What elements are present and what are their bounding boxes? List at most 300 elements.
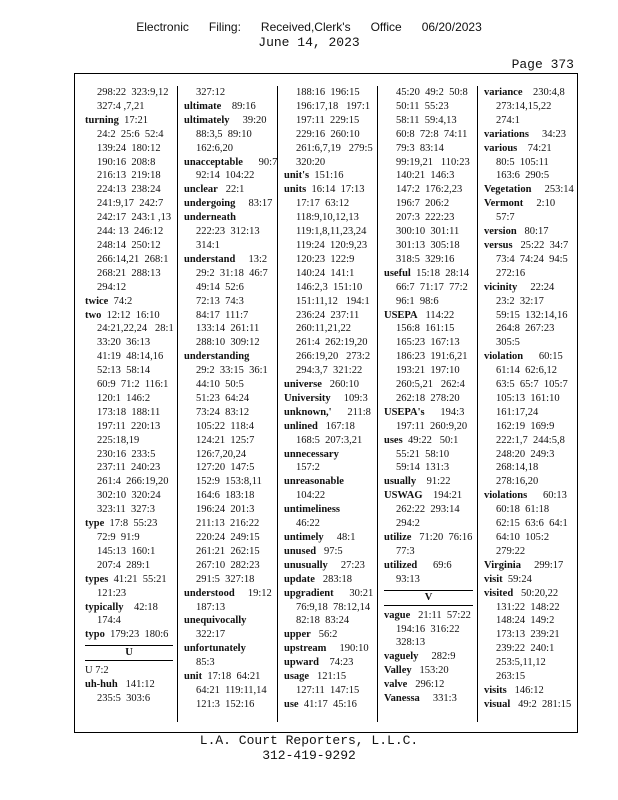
index-entry	[284, 642, 377, 656]
page-line-refs: 194:21	[422, 490, 463, 502]
index-continuation	[484, 322, 577, 336]
index-continuation	[184, 378, 277, 392]
page-line-refs: 71:20 76:16	[411, 532, 473, 543]
page-line-refs: 74:23	[319, 657, 354, 669]
page-line-refs: 299:17	[520, 559, 564, 571]
index-continuation	[284, 253, 377, 267]
page-line-refs: 59:14 131:3	[396, 462, 450, 474]
page-line-refs: 305:5	[496, 337, 520, 349]
page-line-refs: 79:3 83:14	[396, 142, 444, 154]
index-term: version	[484, 226, 517, 238]
index-continuation	[184, 169, 277, 183]
page-line-refs: 34:23	[528, 128, 566, 140]
index-continuation	[85, 86, 177, 100]
page-line-refs: 230:16 233:5	[97, 448, 156, 460]
index-term: uses	[384, 434, 403, 446]
index-entry	[484, 197, 577, 211]
page-line-refs: 17:18 64:21	[202, 671, 261, 683]
index-continuation	[384, 169, 477, 183]
index-continuation	[484, 378, 577, 392]
index-entry	[184, 642, 277, 656]
page-line-refs: 60:15	[523, 351, 563, 363]
page-line-refs: 42:18	[123, 601, 158, 613]
page-line-refs: 186:23 191:6,21	[396, 351, 468, 363]
index-continuation	[384, 322, 477, 336]
index-continuation	[484, 336, 577, 350]
index-term: vaguely	[384, 651, 419, 663]
index-continuation	[484, 517, 577, 531]
page-line-refs: 64:21 119:11,14	[196, 684, 267, 696]
index-continuation	[85, 239, 177, 253]
page-line-refs: 194:16 316:22	[396, 623, 460, 635]
page-line-refs: 260:5,21 262:4	[396, 379, 465, 391]
page-line-refs: 61:14 62:6,12	[496, 365, 557, 377]
index-continuation	[85, 420, 177, 434]
index-term: undergoing	[184, 198, 236, 210]
page-line-refs: 146:12	[506, 684, 544, 696]
page-line-refs: 97:5	[316, 545, 343, 557]
page-line-refs: 225:18,19	[97, 434, 140, 446]
index-term: USEPA's	[384, 406, 425, 418]
index-continuation	[384, 378, 477, 392]
page-line-refs: 197:11 229:15	[296, 114, 360, 126]
index-continuation	[384, 573, 477, 587]
index-continuation	[85, 587, 177, 601]
page-line-refs: 207:4 289:1	[97, 559, 151, 571]
index-continuation	[384, 517, 477, 531]
index-column-2	[177, 86, 277, 722]
index-continuation	[384, 128, 477, 142]
index-entry	[384, 559, 477, 573]
page-line-refs: 162:19 169:9	[496, 420, 555, 432]
index-entry	[484, 86, 577, 100]
index-continuation	[484, 531, 577, 545]
index-entry	[284, 183, 377, 197]
page-line-refs: 161:17,24	[496, 406, 539, 418]
index-term: underneath	[184, 212, 236, 224]
index-continuation	[484, 434, 577, 448]
index-continuation	[384, 225, 477, 239]
page-line-refs: 327:4 ,7,21	[97, 100, 145, 112]
page-line-refs: 141:12	[117, 679, 155, 691]
page-line-refs: 84:17 111:7	[196, 309, 249, 321]
index-continuation	[284, 601, 377, 615]
index-term: untimeliness	[284, 504, 341, 516]
index-entry	[284, 698, 377, 712]
page-line-refs: 291:5 327:18	[196, 573, 255, 585]
page-line-refs: 260:10	[321, 379, 359, 391]
index-continuation	[184, 601, 277, 615]
index-continuation	[384, 364, 477, 378]
index-entry	[284, 420, 377, 434]
footer-company: L.A. Court Reporters, L.L.C.	[199, 733, 419, 748]
page-line-refs: 46:22	[296, 518, 320, 530]
index-entry	[284, 169, 377, 183]
index-continuation	[85, 128, 177, 142]
index-continuation	[484, 295, 577, 309]
page-line-refs: 89:16	[221, 100, 256, 112]
filing-received: Received,Clerk's	[260, 20, 351, 34]
index-continuation	[85, 692, 177, 706]
filing-office: Office	[370, 20, 402, 34]
page-line-refs: 163:6 290:5	[496, 170, 550, 182]
index-term: understood	[184, 587, 235, 599]
index-continuation	[284, 239, 377, 253]
index-column-4	[377, 86, 477, 722]
page-line-refs: 145:13 160:1	[97, 545, 156, 557]
index-continuation	[184, 322, 277, 336]
page-line-refs: 253:14	[531, 184, 574, 196]
index-term: types	[85, 573, 109, 585]
index-term: ultimately	[184, 114, 230, 126]
index-continuation	[384, 295, 477, 309]
index-continuation	[284, 225, 377, 239]
index-term: unacceptable	[184, 156, 243, 168]
index-entry	[184, 183, 277, 197]
page-line-refs: 58:11 59:4,13	[396, 114, 457, 126]
page-line-refs: 323:11 327:3	[97, 504, 155, 516]
page-line-refs: 91:22	[416, 476, 451, 488]
index-term: twice	[85, 295, 109, 307]
page-line-refs: 41:19 48:14,16	[97, 351, 164, 363]
index-continuation	[384, 636, 477, 650]
index-continuation	[484, 545, 577, 559]
page-line-refs: 121:15	[309, 671, 347, 683]
page-line-refs: 237:11 240:23	[97, 462, 161, 474]
page-line-refs: 39:20	[229, 114, 267, 126]
page-line-refs: 331:3	[419, 693, 457, 705]
page-line-refs: 120:23 122:9	[296, 253, 355, 265]
page-line-refs: 279:22	[496, 545, 526, 557]
page-line-refs: 57:7	[496, 212, 515, 224]
filing-electronic: Electronic	[136, 20, 189, 34]
page-line-refs: 56:2	[310, 629, 338, 641]
index-continuation	[85, 664, 177, 678]
index-continuation	[85, 336, 177, 350]
index-entry	[184, 587, 277, 601]
page-line-refs: 222:1,7 244:5,8	[496, 434, 565, 446]
index-continuation	[284, 461, 377, 475]
index-term: unequivocally	[184, 615, 247, 627]
index-continuation	[85, 183, 177, 197]
index-continuation	[384, 156, 477, 170]
index-continuation	[184, 531, 277, 545]
index-continuation	[85, 100, 177, 114]
page-line-refs: 88:3,5 89:10	[196, 128, 252, 140]
page-line-refs: 230:4,8	[522, 87, 565, 98]
index-continuation	[184, 309, 277, 323]
index-continuation	[484, 211, 577, 225]
page-line-refs: 118:9,10,12,13	[296, 212, 359, 224]
index-continuation	[184, 295, 277, 309]
page-line-refs: 72:9 91:9	[97, 532, 140, 543]
page-line-refs: 41:17 45:16	[298, 698, 357, 710]
page-line-refs: 229:16 260:10	[296, 128, 360, 140]
page-line-refs: 50:11 55:23	[396, 100, 449, 112]
section-letter: U	[85, 645, 173, 661]
page-line-refs: 261:4 266:19,20	[97, 476, 169, 488]
page-line-refs: 168:5 207:3,21	[296, 434, 363, 446]
page-line-refs: 80:17	[516, 226, 549, 238]
page-line-refs: 152:9 153:8,11	[196, 476, 262, 488]
page-line-refs: 131:22 148:22	[496, 601, 560, 613]
page-line-refs: 76:9,18 78:12,14	[296, 601, 371, 613]
index-entry	[184, 253, 277, 267]
filing-label: Filing:	[208, 20, 241, 34]
index-term: Virginia	[484, 559, 521, 571]
index-continuation	[85, 169, 177, 183]
index-term: understand	[184, 253, 236, 265]
page-line-refs: 124:21 125:7	[196, 434, 255, 446]
index-term: unusually	[284, 559, 328, 571]
filing-date: 06/20/2023	[421, 20, 482, 34]
index-entry	[484, 698, 577, 712]
page-line-refs: 60:9 71:2 116:1	[97, 379, 169, 391]
index-term: vague	[384, 609, 411, 621]
page-line-refs: 318:5 329:16	[396, 253, 455, 265]
index-continuation	[85, 406, 177, 420]
index-continuation	[184, 461, 277, 475]
index-continuation	[85, 614, 177, 628]
page-line-refs: 77:3	[396, 545, 415, 557]
index-continuation	[184, 434, 277, 448]
page-line-refs: 253:5,11,12	[496, 657, 546, 669]
index-continuation	[484, 156, 577, 170]
page-line-refs: 105:13 161:10	[496, 392, 560, 404]
index-entry	[484, 559, 577, 573]
index-term: Valley	[384, 665, 412, 677]
index-entry	[184, 350, 277, 364]
index-continuation	[484, 642, 577, 656]
index-term: use	[284, 698, 299, 710]
index-continuation	[184, 336, 277, 350]
page-line-refs: 272:16	[496, 267, 526, 279]
index-continuation	[184, 128, 277, 142]
index-term: Vermont	[484, 198, 524, 210]
index-term: violation	[484, 351, 524, 363]
index-continuation	[184, 573, 277, 587]
index-continuation	[284, 309, 377, 323]
page-line-refs: 51:23 64:24	[196, 392, 250, 404]
index-entry	[184, 114, 277, 128]
page-line-refs: 119:24 120:9,23	[296, 239, 368, 251]
page-line-refs: 222:23 312:13	[196, 226, 260, 238]
page-line-refs: 29:2 31:18 46:7	[196, 267, 268, 279]
index-entry	[85, 309, 177, 323]
page-line-refs: 261:6,7,19 279:5	[296, 142, 373, 154]
index-term: typo	[85, 629, 105, 641]
index-continuation	[484, 267, 577, 281]
page-line-refs: 93:13	[396, 573, 420, 585]
page-line-refs: 148:24 149:2	[496, 615, 555, 627]
index-continuation	[184, 517, 277, 531]
index-term: useful	[384, 267, 411, 279]
index-continuation	[85, 448, 177, 462]
index-entry	[384, 678, 477, 692]
page-line-refs: 153:20	[411, 665, 449, 677]
page-line-refs: 49:14 52:6	[196, 281, 244, 293]
page-line-refs: 267:10 282:23	[196, 559, 260, 571]
page-line-refs: 197:11 220:13	[97, 420, 161, 432]
page-line-refs: 194:3	[424, 406, 465, 418]
index-term: visit	[484, 573, 503, 585]
index-term: understanding	[184, 351, 250, 363]
index-term: unit's	[284, 170, 310, 182]
index-continuation	[384, 197, 477, 211]
page-line-refs: 49:22 50:1	[402, 434, 459, 446]
page-line-refs: 187:13	[196, 601, 226, 613]
page-line-refs: 72:13 74:3	[196, 295, 244, 307]
index-term: unit	[184, 671, 203, 683]
index-entry	[85, 295, 177, 309]
index-entry	[284, 656, 377, 670]
page-line-refs: 151:16	[309, 170, 344, 182]
index-entry	[184, 614, 277, 628]
index-entry	[384, 475, 477, 489]
page-line-refs: 96:1 98:6	[396, 295, 439, 307]
index-continuation	[184, 142, 277, 156]
index-continuation	[384, 392, 477, 406]
page-line-refs: 220:24 249:15	[196, 532, 260, 543]
page-line-refs: 52:13 58:14	[97, 365, 151, 377]
page-line-refs: 59:15 132:14,16	[496, 309, 568, 321]
page-line-refs: 239:22 240:1	[496, 643, 555, 655]
page-line-refs: 2:10	[523, 198, 556, 210]
index-continuation	[85, 211, 177, 225]
page-line-refs: 105:22 118:4	[196, 420, 254, 432]
index-continuation	[184, 364, 277, 378]
page-line-refs: 109:3	[330, 392, 368, 404]
index-continuation	[284, 517, 377, 531]
index-continuation	[85, 378, 177, 392]
index-entry	[184, 670, 277, 684]
page-line-refs: 126:7,20,24	[196, 448, 247, 460]
index-continuation	[85, 156, 177, 170]
index-continuation	[484, 114, 577, 128]
page-line-refs: 99:19,21 110:23	[396, 156, 470, 168]
page-line-refs: 59:24	[502, 573, 532, 585]
index-column-3	[277, 86, 377, 722]
index-entry	[184, 211, 277, 225]
index-entry	[284, 406, 377, 420]
page-line-refs: 62:15 63:6 64:1	[496, 518, 568, 530]
index-continuation	[384, 623, 477, 637]
index-term: various	[484, 142, 518, 154]
index-continuation	[384, 211, 477, 225]
page-line-refs: 25:22 34:7	[512, 239, 569, 251]
page-line-refs: 179:23 180:6	[104, 629, 169, 641]
index-continuation	[484, 420, 577, 434]
page-line-refs: 140:24 141:1	[296, 267, 355, 279]
index-continuation	[284, 434, 377, 448]
index-term: uh-huh	[85, 679, 118, 691]
index-entry	[85, 114, 177, 128]
index-continuation	[484, 628, 577, 642]
index-continuation	[85, 503, 177, 517]
index-continuation	[85, 461, 177, 475]
index-term: violations	[484, 490, 528, 502]
index-entry	[85, 573, 177, 587]
index-continuation	[85, 142, 177, 156]
page-line-refs: 261:21 262:15	[196, 545, 260, 557]
index-entry	[284, 628, 377, 642]
page-line-refs: 63:5 65:7 105:7	[496, 379, 568, 391]
index-continuation	[184, 86, 277, 100]
index-entry	[384, 309, 477, 323]
page-line-refs: 120:1 146:2	[97, 392, 151, 404]
index-continuation	[184, 406, 277, 420]
page-line-refs: 44:10 50:5	[196, 379, 244, 391]
page-line-refs: 60:18 61:18	[496, 504, 550, 516]
index-continuation	[284, 86, 377, 100]
page-line-refs: 278:16,20	[496, 476, 539, 488]
page-line-refs: 22:24	[517, 281, 555, 293]
index-continuation	[384, 336, 477, 350]
page-line-refs: 236:24 237:11	[296, 309, 360, 321]
page-line-refs: 301:13 305:18	[396, 239, 460, 251]
index-entry	[484, 350, 577, 364]
page-line-refs: 196:17,18 197:1	[296, 100, 371, 112]
index-continuation	[284, 322, 377, 336]
page-line-refs: 174:4	[97, 615, 121, 627]
index-entry	[384, 267, 477, 281]
page-line-refs: 21:11 57:22	[410, 609, 471, 621]
page-line-refs: 24:21,22,24 28:1	[97, 323, 174, 335]
index-term: type	[85, 518, 105, 530]
index-continuation	[284, 350, 377, 364]
page-line-refs: 188:16 196:15	[296, 87, 360, 98]
index-entry	[184, 197, 277, 211]
index-continuation	[85, 253, 177, 267]
page-line-refs: 17:8 55:23	[104, 518, 158, 530]
index-continuation	[284, 211, 377, 225]
page-line-refs: 12:12 16:10	[101, 309, 160, 321]
index-continuation	[484, 656, 577, 670]
index-continuation	[484, 100, 577, 114]
index-continuation	[184, 239, 277, 253]
page-line-refs: 16:14 17:13	[306, 184, 365, 196]
page-line-refs: 121:23	[97, 587, 127, 599]
index-term: unfortunately	[184, 643, 246, 655]
index-term: utilized	[384, 559, 418, 571]
page-line-refs: 235:5 303:6	[97, 693, 151, 705]
index-term: unclear	[184, 184, 218, 196]
index-entry	[484, 573, 577, 587]
index-continuation	[85, 322, 177, 336]
page-line-refs: 288:10 309:12	[196, 337, 260, 349]
page-line-refs: 196:24 201:3	[196, 504, 255, 516]
index-continuation	[284, 142, 377, 156]
page-line-refs: 90:7	[242, 156, 277, 168]
index-term: units	[284, 184, 307, 196]
index-entry	[284, 448, 377, 462]
index-term: usually	[384, 476, 417, 488]
index-continuation	[284, 156, 377, 170]
index-term: usage	[284, 671, 310, 683]
index-term: two	[85, 309, 102, 321]
footer-phone: 312-419-9292	[262, 748, 356, 763]
index-term: upper	[284, 629, 311, 641]
page-line-refs: 262:18 278:20	[396, 392, 460, 404]
page-number: Page 373	[511, 57, 574, 72]
page-line-refs: 294:3,7 321:22	[296, 365, 363, 377]
page-line-refs: 207:3 222:23	[396, 212, 455, 224]
index-entry	[484, 684, 577, 698]
index-continuation	[284, 267, 377, 281]
page-line-refs: 157:2	[296, 462, 320, 474]
page-line-refs: 83:17	[235, 198, 273, 210]
index-continuation	[184, 420, 277, 434]
